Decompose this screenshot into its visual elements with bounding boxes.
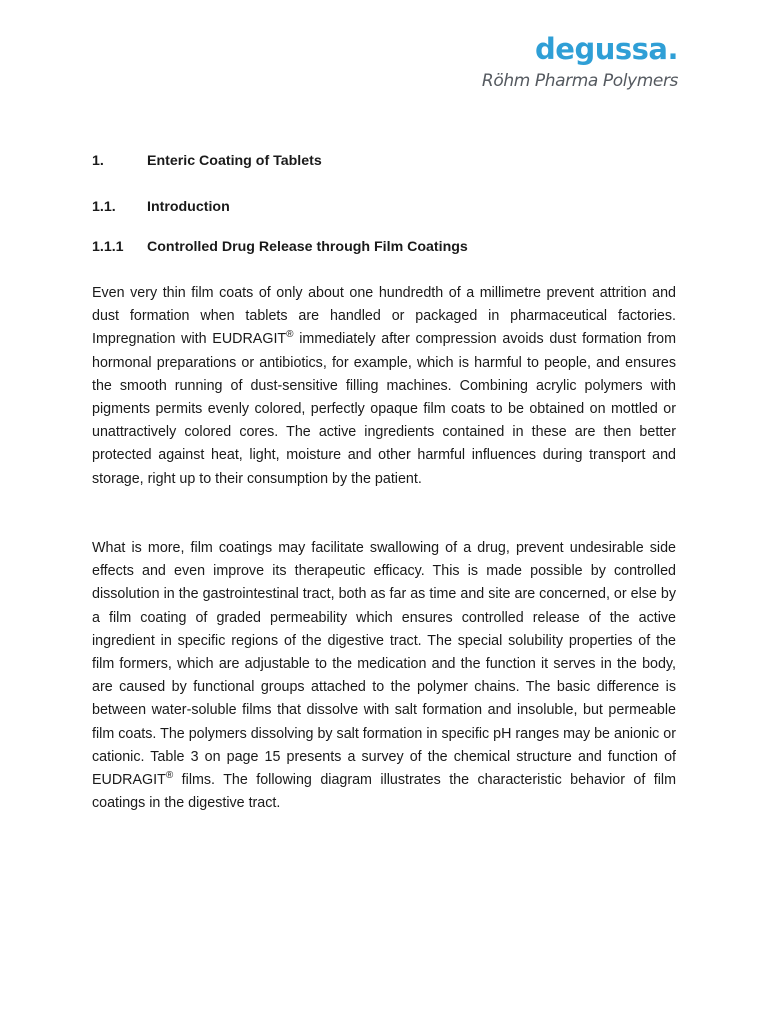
- heading-section: [92, 198, 230, 216]
- heading-title: Controlled Drug Release through Film Coatings: [147, 239, 468, 255]
- paragraph-2: [92, 537, 676, 815]
- registered-mark: ®: [165, 770, 174, 782]
- heading-title: Introduction: [147, 199, 230, 215]
- paragraph-1-text-b: immediately after compression avoids dust formation from hormonal preparations or antibiotics, for example, which is harmful to people, and ensures the smooth running of dust-sensitive filling machines. Combining acrylic polymers with pigments permits evenly colored, perfectly opaque film coats to be obtained on mottled or unattractively colored cores. The active ingredients contained in these are then better protected against heat, light, moisture and other harmful influences during transport and storage, right up to their consumption by the patient.: [92, 331, 676, 487]
- paragraph-2-text-b: films. The following diagram illustrates the characteristic behavior of film coatings in the digestive tract.: [92, 772, 676, 812]
- heading-number: 1.1.1: [92, 239, 124, 255]
- heading-number: 1.1.: [92, 199, 116, 215]
- heading-subsection: [92, 238, 468, 256]
- paragraph-2-text-a: What is more, film coatings may facilitate swallowing of a drug, prevent undesirable side effects and even improve its therapeutic efficacy. This is made possible by controlled dissolution in the gastrointestinal tract, both as far as time and site are concerned, or else by a film coating of graded permeability which ensures controlled release of the active ingredient in specific regions of the digestive tract. The special solubility properties of the film formers, which are adjustable to the medication and the function it serves in the body, are caused by functional groups attached to the polymer chains. The basic difference is between water-soluble films that dissolve with salt formation and insoluble, but permeable film coats. The polymers dissolving by salt formation in specific pH ranges may be anionic or cationic. Table 3 on page 15 presents a survey of the chemical structure and function of EUDRAGIT: [92, 540, 676, 789]
- division-name: Röhm Pharma Polymers: [481, 71, 678, 91]
- paragraph-1-text-a: Even very thin film coats of only about one hundredth of a millimetre prevent attrition and dust formation when tablets are handled or packaged in pharmaceutical factories. Impregnation with EUDRAGIT: [92, 285, 676, 348]
- brand-name: degussa.: [535, 32, 678, 66]
- heading-number: 1.: [92, 153, 104, 169]
- heading-chapter: [92, 152, 322, 170]
- paragraph-1: [92, 282, 676, 491]
- registered-mark: ®: [286, 329, 294, 341]
- company-logo: [378, 30, 678, 92]
- heading-title: Enteric Coating of Tablets: [147, 153, 322, 169]
